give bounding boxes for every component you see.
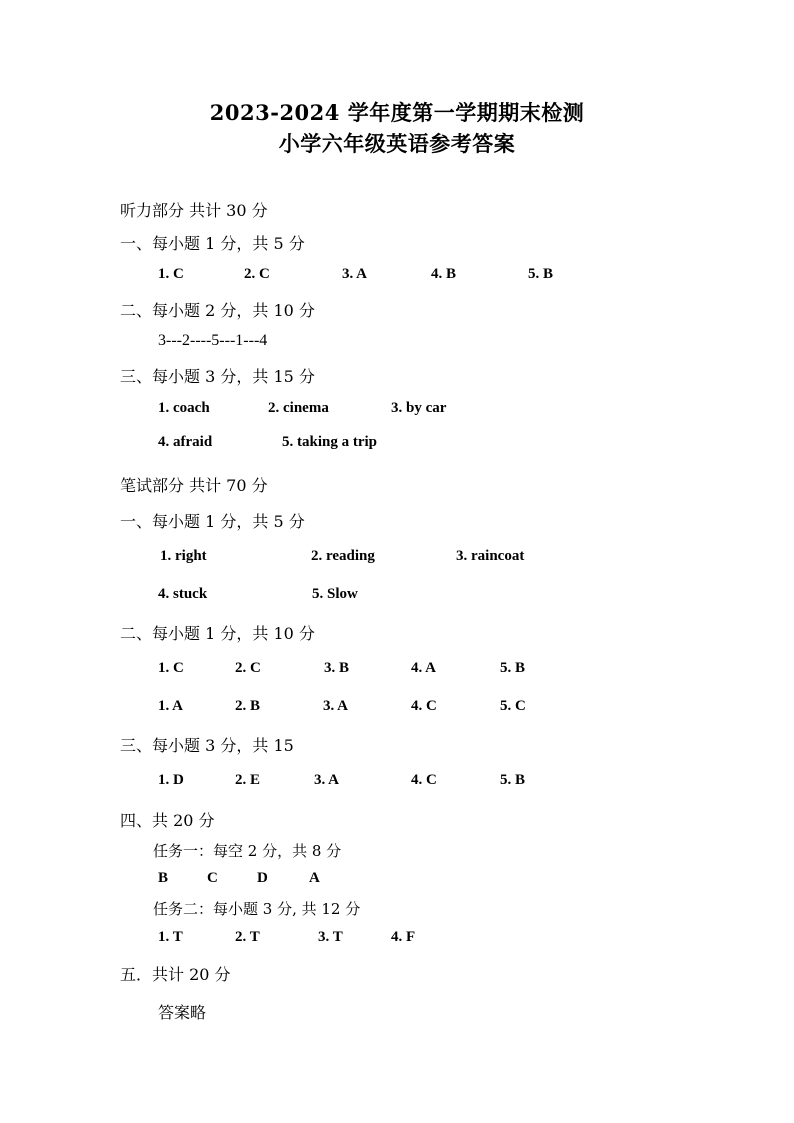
listening-section1-label: 一、每小题 1 分，共 5 分 — [120, 234, 305, 253]
answer-item: 4. C — [411, 698, 437, 714]
answer-item: 1. C — [158, 660, 184, 676]
answer-item: 4. C — [411, 772, 437, 788]
answer-item: 2. B — [235, 698, 261, 714]
task1-label: 任务一：每空 2 分，共 8 分 — [153, 842, 342, 860]
writing-section1-label: 一、每小题 1 分，共 5 分 — [120, 512, 305, 531]
answer-item: 1. right — [160, 548, 207, 564]
answer-item: 4. stuck — [158, 586, 208, 602]
answer-item: 1. coach — [158, 400, 210, 416]
listening-section2-label: 二、每小题 2 分，共 10 分 — [120, 301, 315, 320]
answer-item: 1. C — [158, 266, 184, 282]
answer-item: 5. B — [500, 660, 526, 676]
answer-item: B — [158, 870, 169, 886]
answer-item: 3. raincoat — [456, 548, 525, 564]
answer-item: 2. reading — [311, 548, 375, 564]
answer-item: 1. T — [158, 929, 183, 945]
answer-item: 5. Slow — [312, 586, 358, 602]
answer-item: 2. cinema — [268, 400, 329, 416]
writing-header: 笔试部分 共计 70 分 — [120, 476, 268, 495]
answer-item: 4. F — [391, 929, 416, 945]
answer-item: 3. B — [324, 660, 350, 676]
answer-item: 2. C — [235, 660, 261, 676]
answer-item: 2. E — [235, 772, 261, 788]
answer-item: 1. D — [158, 772, 184, 788]
answer-item: 2. C — [244, 266, 270, 282]
answer-item: 4. B — [431, 266, 457, 282]
order-answer: 3---2----5---1---4 — [158, 332, 268, 349]
answer-item: 4. afraid — [158, 434, 213, 450]
writing-section5-label: 五．共计 20 分 — [120, 965, 231, 984]
answer-item: 3. A — [342, 266, 368, 282]
listening-header: 听力部分 共计 30 分 — [120, 201, 268, 220]
answer-item: A — [309, 870, 320, 886]
answer-item: D — [257, 870, 268, 886]
answer-item: 5. B — [528, 266, 554, 282]
answer-item: 5. taking a trip — [282, 434, 378, 450]
writing-section3-label: 三、每小题 3 分，共 15 — [120, 736, 294, 755]
answer-item: 2. T — [235, 929, 260, 945]
writing-section2-label: 二、每小题 1 分，共 10 分 — [120, 624, 315, 643]
listening-section3-label: 三、每小题 3 分，共 15 分 — [120, 367, 315, 386]
answer-item: C — [207, 870, 218, 886]
document-subtitle: 小学六年级英语参考答案 — [278, 131, 516, 156]
task2-label: 任务二：每小题 3 分, 共 12 分 — [153, 900, 361, 918]
document-title: 2023-2024 学年度第一学期期末检测 — [209, 100, 585, 125]
answer-item: 4. A — [411, 660, 437, 676]
writing-section4-label: 四、共 20 分 — [120, 811, 215, 830]
answer-omitted-text: 答案略 — [158, 1003, 207, 1022]
answer-item: 3. A — [323, 698, 349, 714]
answer-item: 3. by car — [391, 400, 447, 416]
answer-item: 3. A — [314, 772, 340, 788]
answer-item: 1. A — [158, 698, 184, 714]
answer-item: 5. B — [500, 772, 526, 788]
answer-item: 5. C — [500, 698, 526, 714]
answer-item: 3. T — [318, 929, 343, 945]
